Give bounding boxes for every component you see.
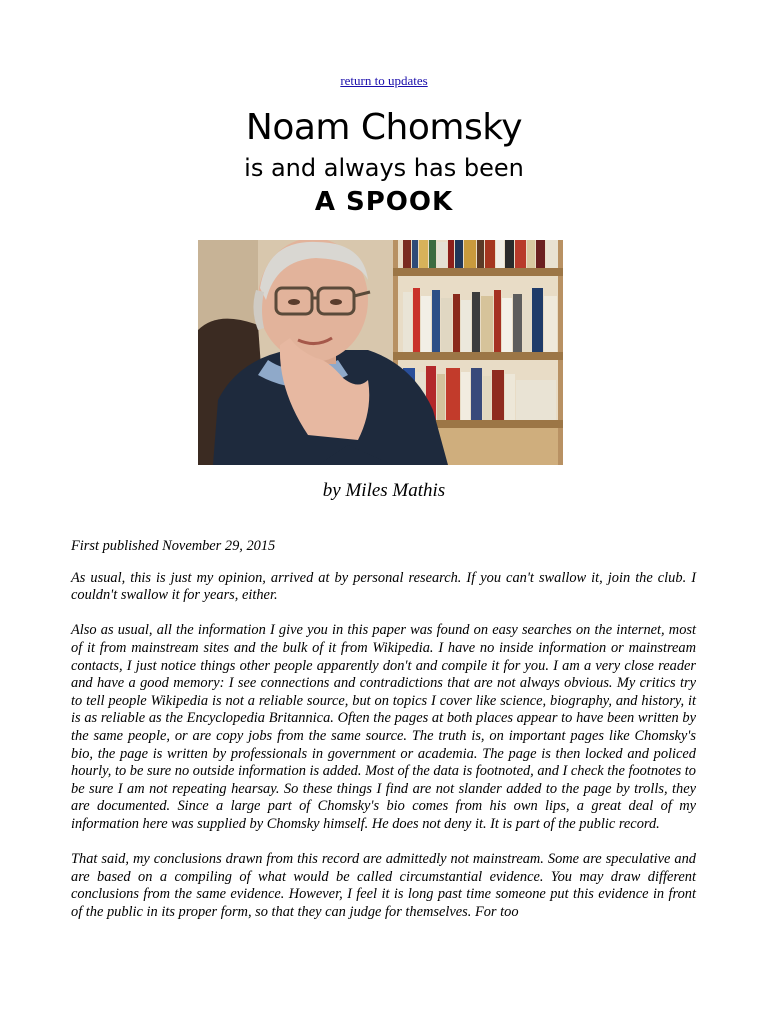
portrait-illustration [198, 240, 563, 465]
paragraph-3: That said, my conclusions drawn from this record are admittedly not mainstream. Some are speculative and are based on a compiling of what would be called circumstantial evidence. You may draw different conclusions from the same evidence. However, I feel it is long past time someone put this evidence in front of the public in its proper form, so that they can judge for themselves. For too [71, 851, 696, 920]
paragraph-1: As usual, this is just my opinion, arrived at by personal research. If you can't swallow it, join the club. I couldn't swallow it for years, either. [71, 569, 696, 604]
portrait-photo [198, 240, 563, 465]
paragraph-2: Also as usual, all the information I give you in this paper was found on easy searches on the internet, most of it from mainstream sites and the bulk of it from Wikipedia. I have no inside information or mainstream contacts, I just notice things other people apparently don't and compile it for you. I am a very close reader and have a good memory: I see connections and contradictions that are not always obvious. My critics try to tell people Wikipedia is not a reliable source, but on topics I cover like science, biography, and history, it is as reliable as the Encyclopedia Britannica. Often the pages at both places appear to have been written by the same people, or are copy jobs from the same source. The truth is, on important pages like Chomsky's bio, the page is written by professionals in government or academia. The page is then locked and policed hourly, to be sure no outside information is added. Most of the data is footnoted, and I check the footnotes to be sure I am not repeating hearsay. So these things I find are not slander added to the page by trolls, they are documented. Since a large part of Chomsky's bio comes from his own lips, a great deal of my information here was supplied by Chomsky himself. He does not deny it. It is part of the public record. [71, 622, 696, 832]
page-subtitle: is and always has been [244, 154, 524, 182]
page-title: Noam Chomsky [245, 107, 523, 148]
article-body [71, 538, 696, 939]
published-date: First published November 29, 2015 [71, 538, 276, 554]
return-to-updates-link[interactable]: return to updates [340, 73, 428, 88]
page-tagline: A SPOOK [314, 187, 454, 217]
byline: by Miles Mathis [322, 480, 446, 501]
